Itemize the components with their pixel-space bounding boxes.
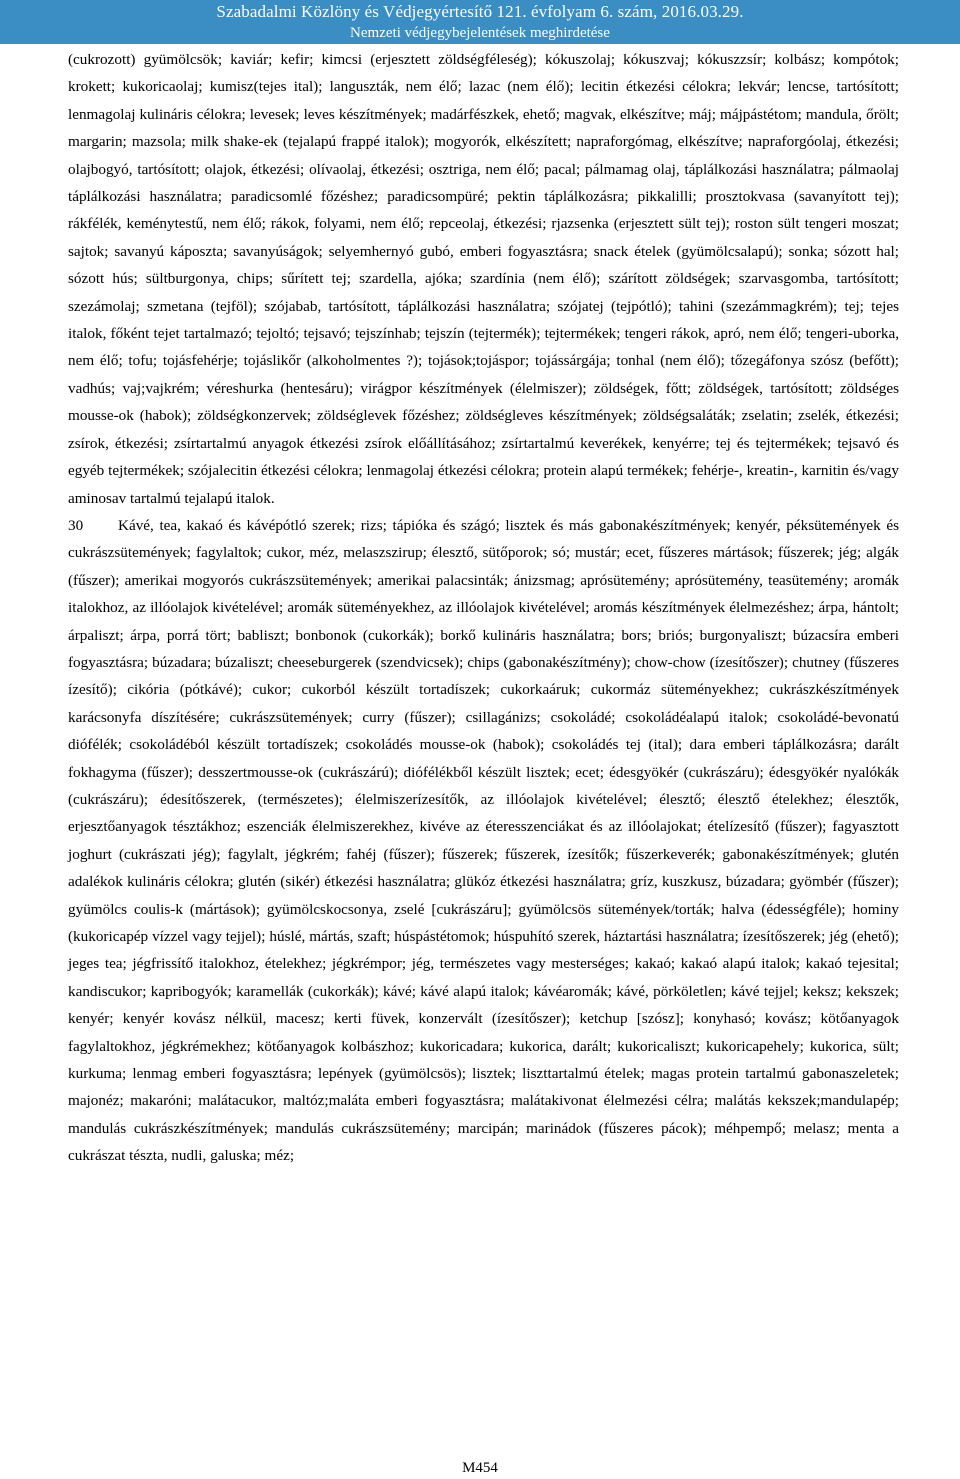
publication-title: Szabadalmi Közlöny és Védjegyértesítő 121. évfolyam 6. szám, 2016.03.29.: [216, 2, 744, 21]
class-30-goods-text: Kávé, tea, kakaó és kávépótló szerek; rizs; tápióka és szágó; lisztek és más gabonakészítmények; kenyér, péksütemények és cukrászsütemények; fagylaltok; cukor, méz, melaszszirup; élesztő, sütőporok; só; mustár; ecet, fűszeres mártások; fűszerek; jég; algák (fűszer); amerikai mogyorós cukrászsütemények; amerikai palacsinták; ánizsmag; aprósütemény; aprósütemény, teasütemény; aromák italokhoz, az illóolajok kivételével; aromák süteményekhez, az illóolajok kivételével; aromás készítmények élelmezéshez; árpa, hántolt; árpaliszt; árpa, porrá tört; babliszt; bonbonok (cukorkák); borkő kulináris használatra; bors; briós; burgonyaliszt; búzacsíra emberi fogyasztásra; búzadara; búzaliszt; cheeseburgerek (szendvicsek); chips (gabonakészítmény); chow-chow (ízesítőszer); chutney (fűszeres ízesítő); cikória (pótkávé); cukor; cukorból készült tortadíszek; cukorkaáruk; cukormáz süteményekhez; cukrászkészítmények karácsonyfa díszítésére; cukrászsütemények; curry (fűszer); csillagánizs; csokoládé; csokoládéalapú italok; csokoládé-bevonatú diófélék; csokoládéból készült tortadíszek; csokoládés mousse-ok (habok); csokoládés tej (ital); dara emberi táplálkozásra; darált fokhagyma (fűszer); desszertmousse-ok (cukrászárú); diófélékből készült lisztek; ecet; édesgyökér (cukrászáru); édesgyökér nyalókák (cukrászáru); édesítőszerek, (természetes); élelmiszerízesítők, az illóolajok kivételével; élesztő; élesztő ételekhez; élesztők, erjesztőanyagok tésztákhoz; eszenciák élelmiszerekhez, kivéve az éteresszenciákat és az illóolajokat; ételízesítő (fűszer); fagyasztott joghurt (cukrászati jég); fagylalt, jégkrém; fahéj (fűszer); fűszerek; fűszerek, ízesítők; fűszerkeverék; gabonakészítmények; glutén adalékok kulináris célokra; glutén (sikér) étkezési használatra; glükóz étkezési használatra; gríz, kuszkusz, búzadara; gyömbér (fűszer); gyümölcs coulis-k (mártások); gyümölcskocsonya, zselé [cukrászáru]; gyümölcsös sütemények/torták; halva (édességféle); hominy (kukoricapép vízzel vagy tejjel); húslé, mártás, szaft; húspástétomok; húspuhító szerek, háztartási használatra; ízesítőszerek; jég (ehető); jeges tea; jégfrissítő italokhoz, ételekhez; jégkrémpor; jég, természetes vagy mesterséges; kakaó; kakaó alapú italok; kakaó tejesital; kandiscukor; kapribogyók; karamellák (cukorkák); kávé; kávé alapú italok; kávéaromák; kávé, pörköletlen; kávé tejjel; keksz; kekszek; kenyér; kenyér kovász nélkül, macesz; kerti füvek, konzervált (ízesítőszer); ketchup [szósz]; konyhasó; kovász; kötőanyagok fagylaltokhoz, jégkrémekhez; kötőanyagok kolbászhoz; kukoricadara; kukorica, darált; kukoricaliszt; kukoricapehely; kukorica, sült; kurkuma; lenmag emberi fogyasztásra; lepények (gyümölcsös); lisztek; liszttartalmú ételek; magas protein tartalmú gabonaszeletek; majonéz; makaróni; malátacukor, maltóz;maláta emberi fogyasztásra; malátakivonat élelmezési célra; malátás kekszek;mandulapép; mandulás cukrászkészítmények; mandulás cukrászsütemény; marcipán; marinádok (fűszeres pácok); méhpempő; melasz; menta a cukrászat tészta, nudli, galuska; méz;: [68, 516, 899, 1165]
goods-list-paragraph: (cukrozott) gyümölcsök; kaviár; kefir; kimcsi (erjesztett zöldségféleség); kókuszolaj; kókuszvaj; kókuszzsír; kolbász; kompótok; krokett; kukoricaolaj; kumisz(tejes ital); languszták, nem élő; lazac (nem élő); lecitin étkezési célokra; lekvár; lencse, tartósított; lenmagolaj kulináris célokra; levesek; leves készítmények; madárfészkek, ehető; magvak, elkészítve; máj; májpástétom; mandula, őrölt; margarin; mazsola; milk shake-ek (tejalapú frappé italok); mogyorók, elkészített; napraforgómag, elkészítve; napraforgóolaj, étkezési; olajbogyó, tartósított; olajok, étkezési; olívaolaj, étkezési; osztriga, nem élő; pacal; pálmamag olaj, táplálkozási használatra; pálmaolaj táplálkozási használatra; paradicsomlé főzéshez; paradicsompüré; pektin táplálkozásra; pikkalilli; prosztokvasa (savanyított tej); rákfélék, keménytestű, nem élő; rákok, folyami, nem élő; repceolaj, étkezési; rjazsenka (erjesztett sült tej); roston sült tengeri moszat; sajtok; savanyú káposzta; savanyúságok; selyemhernyó gubó, emberi fogyasztásra; snack ételek (gyümölcsalapú); sonka; sózott hal; sózott hús; sültburgonya, chips; sűrített tej; szardella, ajóka; szardínia (nem élő); szárított zöldségek; szarvasgomba, tartósított; szezámolaj; szmetana (tejföl); szójabab, tartósított, táplálkozási használatra; szójatej (tejpótló); tahini (szezámmagkrém); tej; tejes italok, főként tejet tartalmazó; tejoltó; tejsavó; tejszínhab; tejszín (tejtermék); tejtermékek; tengeri rákok, apró, nem élő; tengeri-uborka, nem élő; tofu; tojásfehérje; tojáslikőr (alkoholmentes ?); tojások;tojáspor; tojássárgája; tonhal (nem élő); tőzegáfonya szósz (befőtt); vadhús; vaj;vajkrém; véreshurka (hentesáru); virágpor készítmények (élelmiszer); zöldségek, főtt; zöldségek, tartósított; zöldséges mousse-ok (habok); zöldségkonzervek; zöldséglevek főzéshez; zöldségleves készítmények; zöldségsaláták; zselatin; zselék, étkezési; zsírok, étkezési; zsírtartalmú anyagok étkezési zsírok előállításához; zsírtartalmú keverékek, kenyérre; tej és tejtermékek; tejsavó és egyéb tejtermékek; szójalecitin étkezési célokra; lenmagolaj étkezési célokra; protein alapú termékek; fehérje-, kreatin-, karnitin és/vagy aminosav tartalmú tejalapú italok.: [68, 51, 899, 507]
class-number: 30: [68, 516, 84, 534]
document-body: [68, 46, 899, 1170]
section-title: Nemzeti védjegybejelentések meghirdetése: [350, 25, 610, 41]
page-header: [0, 0, 960, 44]
class-30-paragraph: [68, 512, 899, 1170]
page-number: M454: [462, 1460, 498, 1476]
